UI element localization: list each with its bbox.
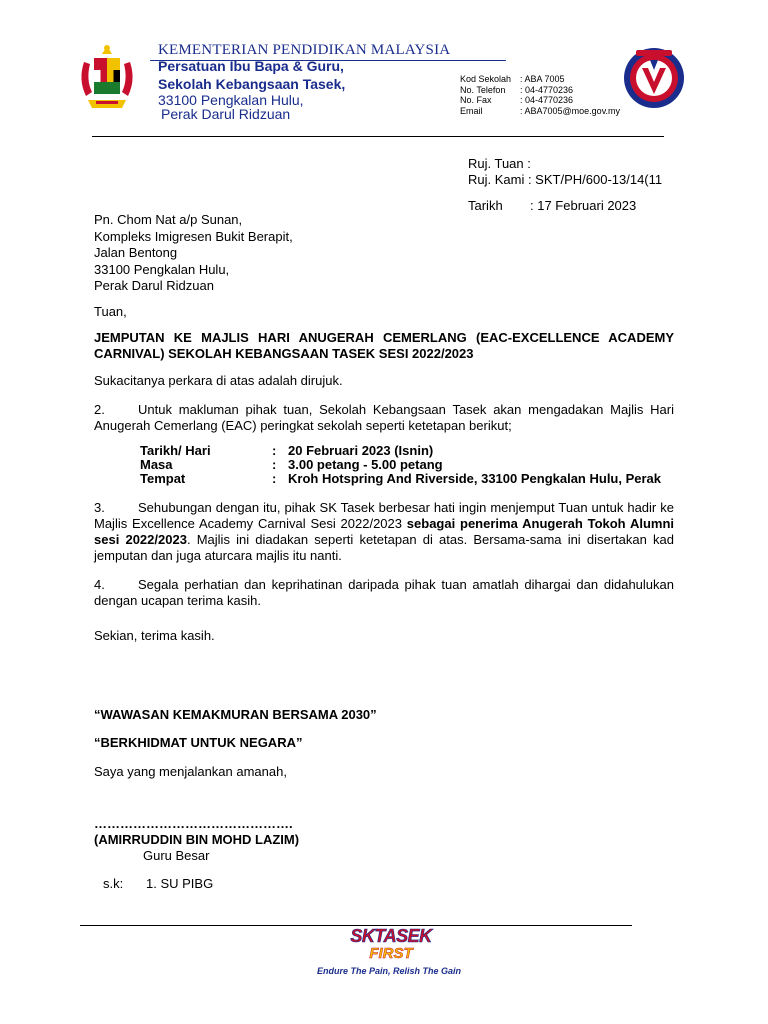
closing: Sekian, terima kasih. bbox=[94, 628, 215, 643]
event-date-row: Tarikh/ Hari : 20 Februari 2023 (Isnin) bbox=[140, 443, 434, 458]
signature-intro: Saya yang menjalankan amanah, bbox=[94, 764, 287, 779]
signatory-name: (AMIRRUDDIN BIN MOHD LAZIM) bbox=[94, 832, 300, 847]
recipient-address bbox=[94, 212, 293, 295]
contact-row: Kod Sekolah : ABA 7005 bbox=[460, 74, 565, 84]
paragraph-1: Sukacitanya perkara di atas adalah dirujuk. bbox=[94, 373, 343, 388]
footer-slogan: Endure The Pain, Relish The Gain bbox=[316, 966, 462, 976]
motto-1: “WAWASAN KEMAKMURAN BERSAMA 2030” bbox=[94, 707, 377, 722]
motto-2: “BERKHIDMAT UNTUK NEGARA” bbox=[94, 735, 303, 750]
contact-row: Email : ABA7005@moe.gov.my bbox=[460, 105, 621, 116]
paragraph-2: 2. Untuk makluman pihak tuan, Sekolah Kebangsaan Tasek akan mengadakan Majlis Hari Anugerah Cemerlang (EAC) peringkat sekolah seperti ketetapan berikut; bbox=[94, 402, 674, 433]
subject: JEMPUTAN KE MAJLIS HARI ANUGERAH CEMERLANG (EAC-EXCELLENCE ACADEMY CARNIVAL) SEKOLAH KEBANGSAAN TASEK SESI 2022/2023 bbox=[94, 330, 674, 361]
event-venue-row: Tempat : Kroh Hotspring And Riverside, 33100 Pengkalan Hulu, Perak bbox=[140, 471, 662, 486]
org-name-line2: Sekolah Kebangsaan Tasek, bbox=[158, 76, 346, 92]
ref-ruj-kami: Ruj. Kami : SKT/PH/600-13/14(11 bbox=[468, 172, 663, 187]
cc-value: 1. SU PIBG bbox=[146, 876, 214, 891]
cc-label: s.k: bbox=[103, 876, 124, 891]
contact-row: No. Fax : 04-4770236 bbox=[460, 95, 574, 105]
footer-logo bbox=[336, 926, 446, 966]
footer-logo-word2: FIRST bbox=[369, 945, 413, 962]
recipient-line: Jalan Bentong bbox=[94, 245, 178, 260]
recipient-line: Perak Darul Ridzuan bbox=[94, 278, 214, 293]
recipient-line: 33100 Pengkalan Hulu, bbox=[94, 261, 230, 277]
signatory-title: Guru Besar bbox=[143, 848, 210, 863]
signature-line: ………………………………………. bbox=[94, 816, 293, 831]
ministry-name: KEMENTERIAN PENDIDIKAN MALAYSIA bbox=[158, 42, 451, 58]
salutation: Tuan, bbox=[94, 304, 127, 319]
recipient-line: Pn. Chom Nat a/p Sunan, bbox=[94, 212, 243, 227]
contact-block bbox=[460, 74, 620, 116]
footer-logo-word1: SKTASEK bbox=[350, 926, 432, 946]
header-divider bbox=[92, 136, 664, 137]
paragraph-4: 4. Segala perhatian dan keprihatinan daripada pihak tuan amatlah dihargai dan didahulukan dengan ucapan terima kasih. bbox=[94, 577, 674, 608]
contact-row: No. Telefon : 04-4770236 bbox=[460, 84, 574, 95]
paragraph-3: 3. Sehubungan dengan itu, pihak SK Tasek berbesar hati ingin menjemput Tuan untuk hadir ke Majlis Excellence Academy Carnival Sesi 2022/2023 sebagai penerima Anugerah Tokoh Alumni sesi 2022/2023. Majlis ini diadakan seperti ketetapan di atas. Bersama-sama ini disertakan kad jemputan dan juga aturcara majlis itu nanti. bbox=[94, 500, 674, 563]
recipient-line: Kompleks Imigresen Bukit Berapit, bbox=[94, 228, 293, 244]
coat-of-arms-icon bbox=[70, 40, 144, 114]
ref-ruj-tuan: Ruj. Tuan : bbox=[468, 156, 531, 171]
org-address-line1: 33100 Pengkalan Hulu, bbox=[158, 92, 304, 108]
org-address-line2: Perak Darul Ridzuan bbox=[161, 106, 291, 122]
org-name-line1: Persatuan Ibu Bapa & Guru, bbox=[158, 58, 344, 74]
school-logo-icon bbox=[622, 44, 686, 114]
ref-date: Tarikh : 17 Februari 2023 bbox=[468, 198, 637, 213]
event-time-row: Masa : 3.00 petang - 5.00 petang bbox=[140, 457, 443, 472]
